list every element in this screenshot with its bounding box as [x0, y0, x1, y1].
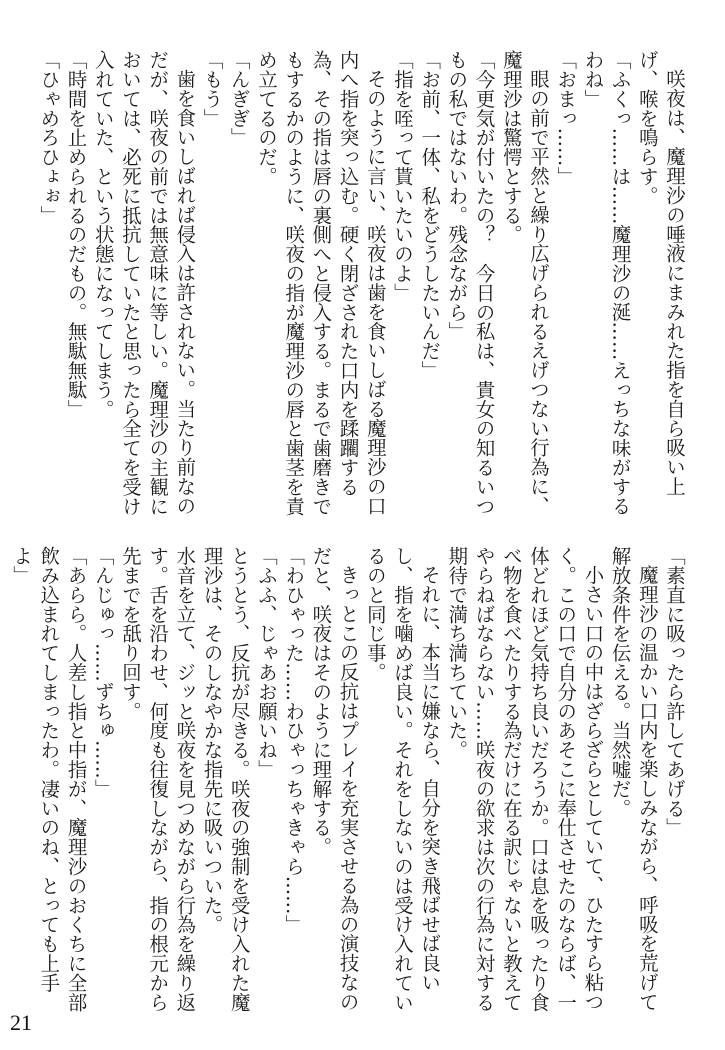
paragraph: 眼の前で平然と繰り広げられるえげつない行為に、魔理沙は驚愕とする。 — [499, 50, 550, 516]
paragraph: 歯を食いしばれば侵入は許されない。当たり前なのだが、咲夜の前では無意味に等しい。魔理沙の主観においては、必死に抵抗していたと思ったら全てを受け入れていた、という状態になってしまう。 — [91, 50, 197, 516]
paragraph: 「もう」 — [200, 50, 224, 128]
paragraph: 咲夜は、魔理沙の唾液にまみれた指を自ら吸い上げ、喉を鳴らす。 — [635, 50, 686, 497]
paragraph: 「今更気が付いたの？ 今日の私は、貴女の知るいつもの私ではないわ。残念ながら」 — [445, 50, 496, 516]
paragraph: 小さい口の中はざらざらとしていて、ひたすら粘つく。この口で自分のあそこに奉仕させたのならば、一体どれほど気持ち良いだろうか。口は息を吸ったり食べ物を食べたりする為だけに在る訳じゃないと教えてやらねばならない……咲夜の欲求は次の行為に対する期待で満ち満ちていた。 — [445, 546, 605, 1012]
paragraph: 「指を咥って貰いたいのよ」 — [390, 50, 414, 303]
upper-text-block — [37, 50, 688, 520]
paragraph: 「あらら。人差し指と中指が、魔理沙のおくちに全部飲み込まれてしまったわ。凄いのね、とっても上手よ」 — [10, 546, 88, 1012]
paragraph: とうとう、反抗が尽きる。咲夜の強制を受け入れた魔理沙は、そのしなやかな指先に吸いついた。 — [200, 546, 251, 1012]
paragraph: 「んじゅっ……ずちゅ……」 — [91, 546, 115, 799]
paragraph: それに、本当に嫌なら、自分を突き飛ばせば良いし、指を噛めば良い。それをしないのは受け入れているのと同じ事。 — [363, 546, 442, 1012]
paragraph: きっとこの反抗はプレイを充実させる為の演技なのだと、咲夜はそのように理解する。 — [309, 546, 360, 1012]
paragraph: 「ひゃめろひょぉ」 — [37, 50, 61, 225]
page-number: 21 — [10, 1010, 32, 1035]
lower-text-block — [10, 546, 688, 1016]
paragraph: 「んぎぎ」 — [227, 50, 251, 147]
paragraph: 魔理沙の温かい口内を楽しみながら、呼吸を荒げて解放条件を伝える。当然嘘だ。 — [608, 546, 659, 1012]
paragraph: 「時間を止められるのだもの。無駄無駄」 — [64, 50, 88, 419]
paragraph: 「素直に吸ったら許してあげる」 — [663, 546, 686, 837]
paragraph: 「ふふ、じゃあお願いね」 — [254, 546, 278, 779]
paragraph: 「ふくっ……は……魔理沙の涎……えっちな味がするわね」 — [581, 50, 632, 516]
paragraph: そのように言い、咲夜は歯を食いしばる魔理沙の口内へ指を突っ込む。硬く閉ざされた口内を蹂躙する為、その指は唇の裏側へと侵入する。まるで歯磨きでもするかのように、咲夜の指が魔理沙の唇と歯茎を責め立てるのだ。 — [254, 50, 387, 516]
paragraph: 「わひゃった……わひゃっちゃきゃら……」 — [282, 546, 306, 934]
paragraph: 水音を立て、ジッと咲夜を見つめながら行為を繰り返す。舌を沿わせ、何度も往復しながら、指の根元から先までを舐り回す。 — [118, 546, 197, 1012]
paragraph: 「お前、一体、私をどうしたいんだ」 — [418, 50, 442, 380]
paragraph: 「おまっ……」 — [554, 50, 578, 186]
